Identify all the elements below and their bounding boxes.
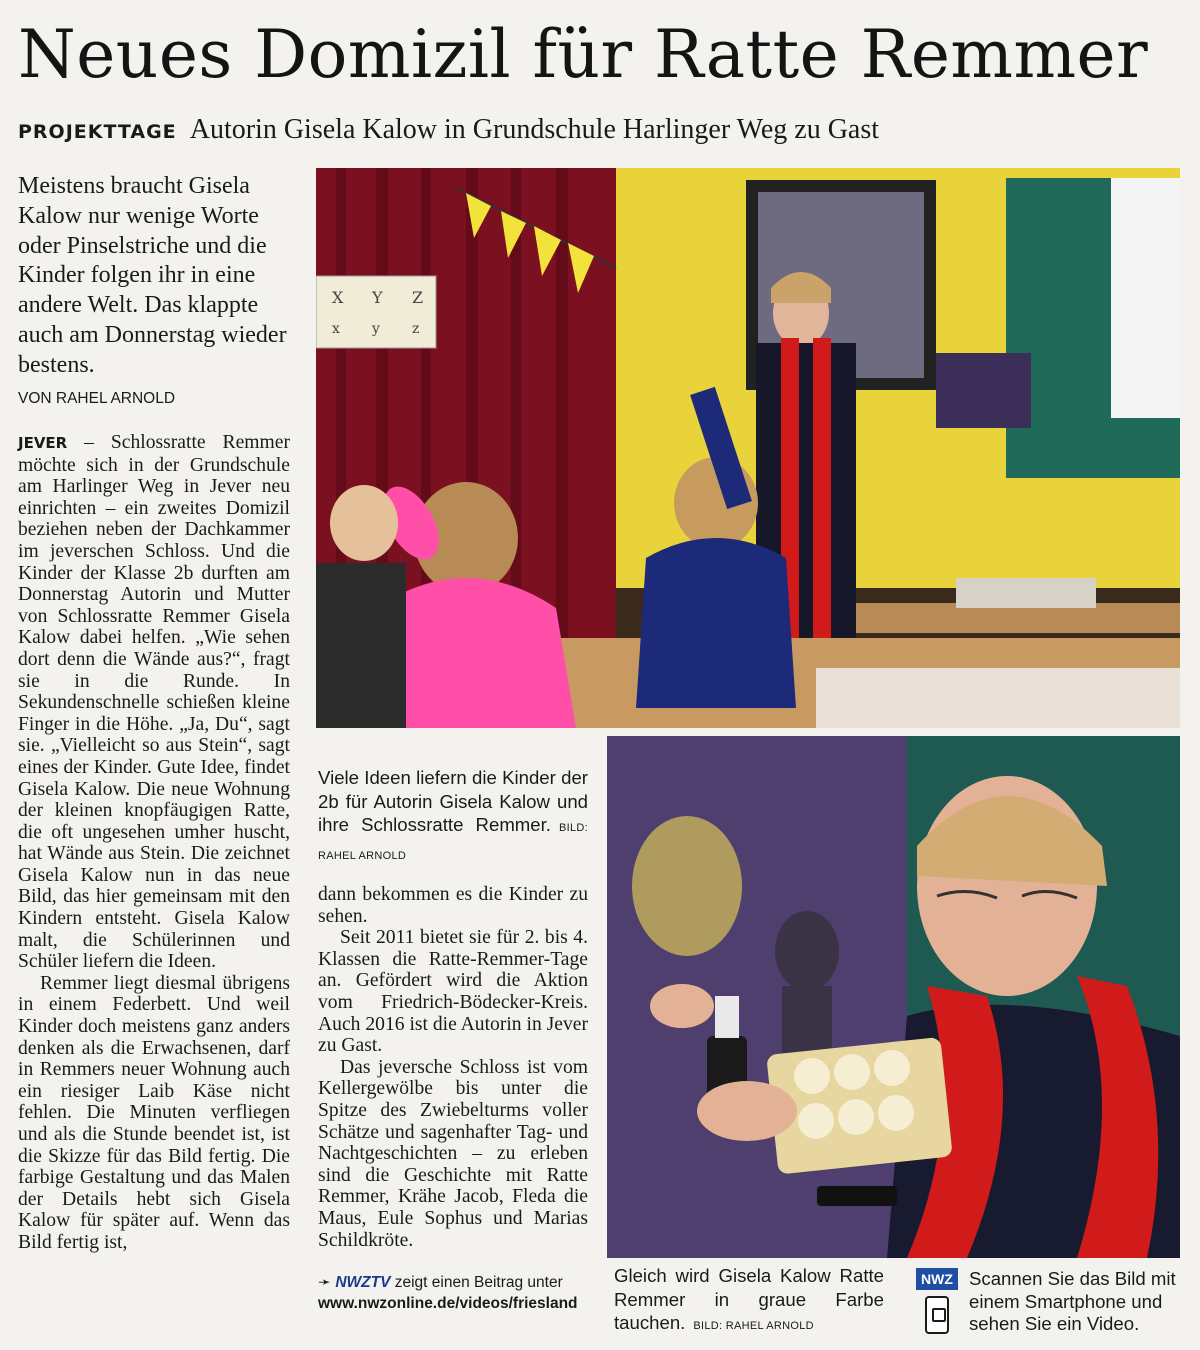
letter-card-text: Y	[372, 288, 383, 307]
article-subtitle: Autorin Gisela Kalow in Grundschule Harlinger Weg zu Gast	[189, 114, 880, 145]
article-column-2	[318, 884, 588, 1251]
arrow-icon: ➛	[318, 1274, 331, 1291]
caption-text: Viele Ideen liefern die Kinder der 2b für Autorin Gisela Kalow und ihre Schlossratte Remmer.	[318, 767, 588, 835]
nwz-badge: NWZ	[916, 1268, 958, 1290]
article-paragraph: Das jeversche Schloss ist vom Kellergewölbe bis unter die Spitze des Zwiebelturms voller Schätze und sagenhafter Tag- und Nachtgeschichten – zu erleben sind die Geschichte mit Ratte Remmer, Krähe Jacob, Fleda die Maus, Eule Sophus und Marias Schildkröte.	[318, 1056, 588, 1251]
caption-text: Gleich wird Gisela Kalow Ratte Remmer in graue Farbe tauchen.	[614, 1265, 884, 1333]
article-byline: VON RAHEL ARNOLD	[18, 390, 176, 407]
smartphone-icon	[925, 1296, 949, 1334]
scan-note: Scannen Sie das Bild mit einem Smartphone und sehen Sie ein Video.	[969, 1268, 1176, 1334]
article-paragraph	[18, 432, 290, 973]
dateline: JEVER	[18, 434, 68, 452]
letter-card-text: y	[372, 321, 380, 337]
video-note-text: zeigt einen Beitrag unter	[390, 1274, 563, 1291]
article-column-1	[18, 432, 290, 1254]
classroom-illustration	[316, 168, 1180, 728]
letter-card-text: Z	[412, 288, 424, 307]
photo-caption-1	[318, 766, 588, 868]
nwztv-logo: NWZTV	[335, 1274, 391, 1291]
photo-credit: BILD: RAHEL ARNOLD	[318, 822, 588, 862]
article-lead: Meistens braucht Gisela Kalow nur wenige Worte oder Pinselstriche und die Kinder folgen ihr in eine andere Welt. Das klappte auch am Donnerstag wieder bestens.	[18, 173, 287, 378]
classroom-photo	[316, 168, 1180, 728]
article-paragraph: Remmer liegt diesmal übrigens in einem Federbett. Und weil Kinder doch meistens ganz anders denken als die Erwachsenen, darf in Remmers neuer Wohnung auch ein riesiger Laib Käse nicht fehlen. Die Minuten verfliegen und als die Stunde beendet ist, ist die Skizze für das Bild fertig. Die farbige Gestaltung und das Malen der Details hebt sich Gisela Kalow für später auf. Wenn das Bild fertig ist,	[18, 972, 290, 1253]
article-headline: Neues Domizil für Ratte Remmer	[18, 16, 1149, 93]
article-paragraph: dann bekommen es die Kinder zu sehen.	[318, 884, 588, 927]
article-paragraph: Seit 2011 bietet sie für 2. bis 4. Klassen die Ratte-Remmer-Tage an. Gefördert wird die Aktion vom Friedrich-Bödecker-Kreis. Auch 2016 ist die Autorin in Jever zu Gast.	[318, 927, 588, 1057]
photo-credit: BILD: RAHEL ARNOLD	[693, 1320, 814, 1332]
letter-cards	[316, 276, 436, 348]
video-note	[318, 1272, 593, 1314]
letter-card-text: X	[332, 288, 344, 307]
letter-card-text: z	[412, 321, 420, 337]
letter-card-text: x	[332, 321, 340, 337]
kicker-label: PROJEKTTAGE	[18, 121, 177, 143]
video-link[interactable]: www.nwzonline.de/videos/friesland	[318, 1295, 578, 1312]
photo-caption-2	[614, 1264, 884, 1339]
subline	[18, 110, 1183, 150]
author-photo	[607, 736, 1180, 1258]
author-illustration	[607, 736, 1180, 1258]
paragraph-text: – Schlossratte Remmer möchte sich in der Grundschule am Harlinger Weg in Jever neu einrichten – ein zweites Domizil beziehen neben der Dachkammer im jeverschen Schloss. Und die Kinder der Klasse 2b durften am Donnerstag Autorin und Mutter von Schlossratte Remmer Gisela Kalow dabei helfen. „Wie sehen dort denn die Wände aus?“, fragt sie in die Runde. In Sekundenschnelle schießen kleine Finger in die Höhe. „Ja, Du“, sagt sie. „Vielleicht so aus Stein“, sagt eines der Kinder. Gute Idee, findet Gisela Kalow. Die neue Wohnung der kleinen knopfäugigen Ratte, die oft ungesehen umher huscht, hat Wände aus Stein. Die zeichnet Gisela Kalow nun in das neue Bild, das hier gemeinsam mit den Kindern entsteht. Gisela Kalow malt, die Schülerinnen und Schüler liefern die Ideen.	[18, 432, 290, 973]
